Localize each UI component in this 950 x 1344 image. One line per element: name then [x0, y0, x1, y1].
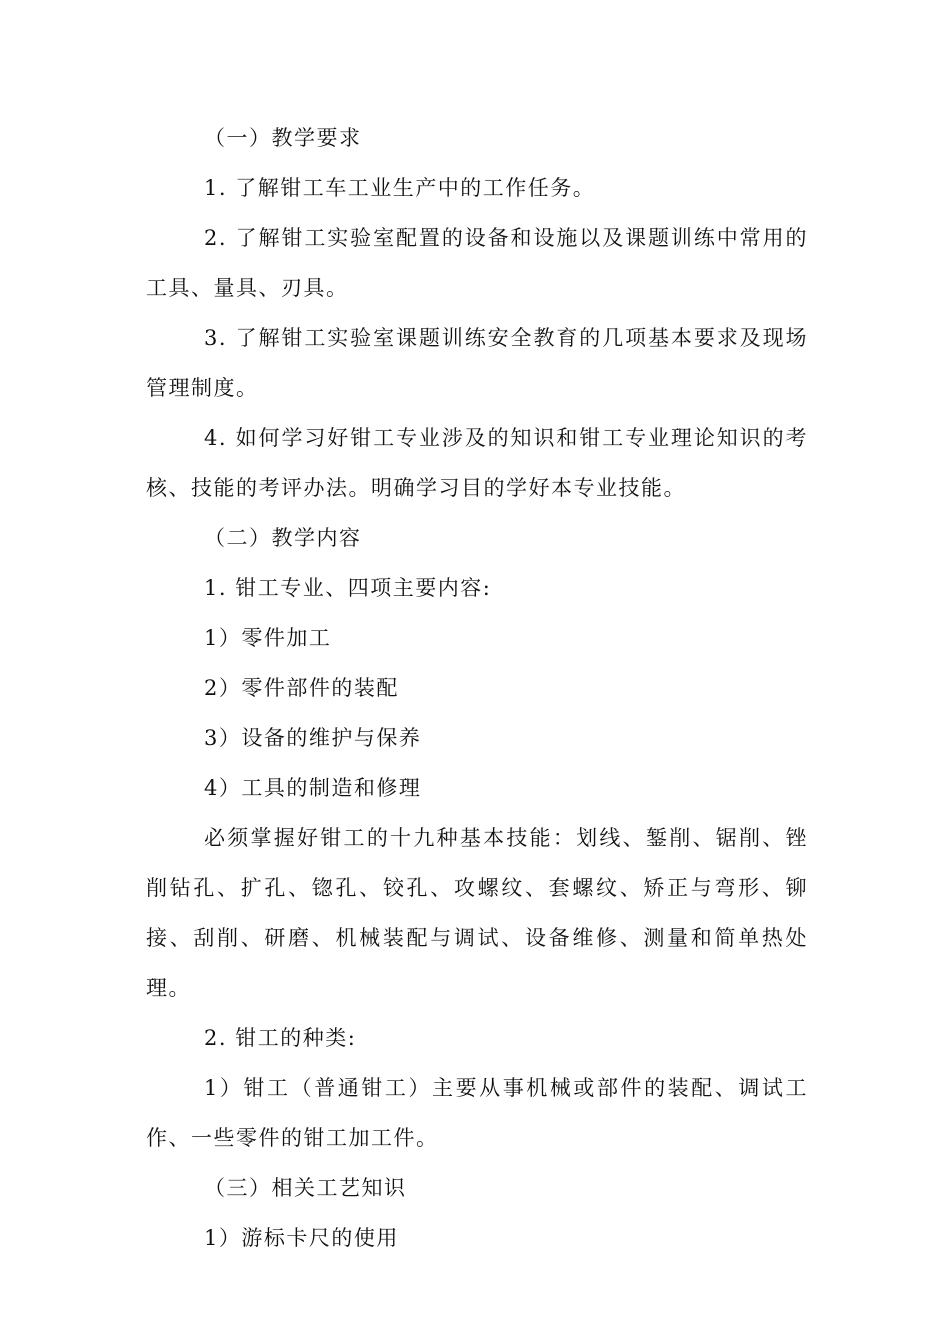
fitter-type-subitem-1: 1）钳工（普通钳工）主要从事机械或部件的装配、调试工作、一些零件的钳工加工件。 [146, 1076, 808, 1150]
section-heading-teaching-requirements: （一）教学要求 [204, 126, 362, 150]
content-subitem-1: 1）零件加工 [204, 626, 332, 650]
content-subitem-2: 2）零件部件的装配 [204, 676, 399, 700]
content-subitem-3: 3）设备的维护与保养 [204, 726, 422, 750]
knowledge-subitem-1: 1）游标卡尺的使用 [204, 1226, 399, 1250]
document-body [146, 113, 808, 1263]
basic-skills-paragraph: 必须掌握好钳工的十九种基本技能：划线、錾削、锯削、锉削钻孔、扩孔、锪孔、铰孔、攻螺纹、套螺纹、矫正与弯形、铆接、刮削、研磨、机械装配与调试、设备维修、测量和简单热处理。 [146, 826, 808, 1000]
section-heading-process-knowledge: （三）相关工艺知识 [204, 1176, 407, 1200]
requirement-item-3: 3. 了解钳工实验室课题训练安全教育的几项基本要求及现场管理制度。 [146, 326, 808, 400]
requirement-item-2: 2. 了解钳工实验室配置的设备和设施以及课题训练中常用的工具、量具、刃具。 [146, 226, 808, 300]
content-subitem-4: 4）工具的制造和修理 [204, 776, 422, 800]
content-item-1: 1. 钳工专业、四项主要内容: [204, 576, 492, 600]
requirement-item-4: 4. 如何学习好钳工专业涉及的知识和钳工专业理论知识的考核、技能的考评办法。明确学习目的学好本专业技能。 [146, 426, 808, 500]
content-item-2: 2. 钳工的种类: [204, 1026, 357, 1050]
requirement-item-1: 1. 了解钳工车工业生产中的工作任务。 [204, 176, 596, 200]
section-heading-teaching-content: （二）教学内容 [204, 526, 362, 550]
